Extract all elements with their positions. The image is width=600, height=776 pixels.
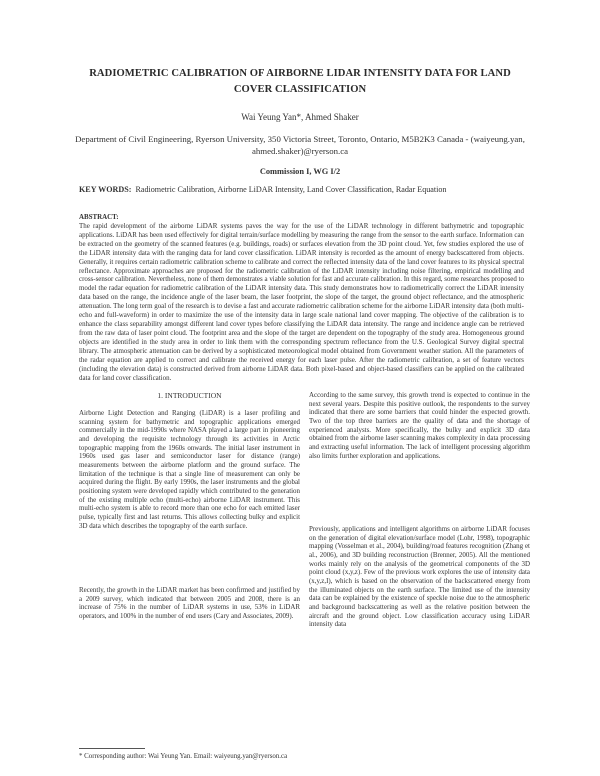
abstract-text: The rapid development of the airborne LiDAR systems paves the way for the use of the LiDAR technology in different bathymetric and topographic applications. LiDAR has been used effectively for digital terrain/surface modelling by measuring the range from the sensor to the earth surface. Information can be extracted on the geometry of the scanned features (e.g. buildings, roads) or surfaces elevation from the 3D point cloud. Yet, few studies explored the use of the LiDAR intensity data with the ranging data for land cover classification. LiDAR intensity is recorded as the amount of energy backscattered from objects. Generally, it requires certain radiometric calibration scheme to calibrate and correct the reflected intensity data of the land cover features to its physical spectral reflectance. Approximate approaches are proposed for the radiometric calibration of the LiDAR intensity including noise filtering, empirical modelling and cross-sensor calibration. Nevertheless, none of them demonstrates a viable solution for fast and accurate calibration. In this regard, some researches proposed to model the radar equation for radiometric calibration of the LiDAR intensity data. This study demonstrates how to radiometrically correct the LiDAR intensity data based on the range, the incidence angle of the laser beam, the laser footprint, the slope of the target, the ground object reflectance, and the atmospheric attenuation. The long term goal of the research is to devise a fast and accurate radiometric calibration scheme for the airborne LiDAR intensity data (both multi-echo and full-waveform) in order to maximize the use of the intensity data in large scale national land cover mapping. The objective of the calibration is to enhance the class separability amongst different land cover types before classifying the LiDAR data intensity. The range and incidence angle can be retrieved from the raw data of laser point cloud. The footprint area and the slope of the target are dependent on the topography of the study area. Homogeneous ground objects are identified in the study area in order to link them with the corresponding spectrum reflectance from the U.S. Geological Survey digital spectral library. The atmospheric attenuation can be derived by a sophisticated meteorological model obtained from Government weather station. All the parameters of the radar equation are applied to correct and calibrate the received energy for each laser pulse. After the radiometric calibration, a set of feature vectors (including the elevation data) is constructed derived from airborne LiDAR data. Both pixel-based and object-based classifiers can be applied on the calibrated data for land cover classification.: [79, 221, 524, 382]
left-paragraph-1: Airborne Light Detection and Ranging (LiDAR) is a laser profiling and scanning system for bathymetric and topographic applications emerged commercially in the mid-1990s where NASA played a large part in pioneering and developing the requisite technology through its activities in Arctic topographic mapping from the 1960s onwards. The initial laser instrument in 1960s used gas laser and semiconductor laser for distance (range) measurements between the airborne platform and the ground surface. The limitation of the technique is that a single line of measurement can only be acquired during the flight. By early 1990s, the laser instruments and the global positioning system were developed rapidly which contributed to the generation of the existing multiple echo (multi-echo) airborne LiDAR instrument. This multi-echo system is able to record more than one echo for each emitted laser pulse, typically first and last returns. This allows collecting bulky and explicit 3D data which describes the topography of the earth surface.: [79, 409, 300, 530]
keywords-line: [79, 185, 539, 194]
abstract-label: ABSTRACT:: [79, 213, 119, 221]
right-paragraph-1: According to the same survey, this growth trend is expected to continue in the next several years. Despite this positive outlook, the respondents to the survey indicated that there are some barriers that could hinder the expected growth. Two of the top three barriers are the quality of data and the shortage of experienced analysts. More specifically, the bulky and explicit 3D data obtained from the airborne laser scanning makes complexity in data processing and extracting useful information. The lack of intelligent processing algorithm also limits further exploration and applications.: [309, 391, 530, 460]
footnote-rule: [79, 748, 145, 749]
authors: Wai Yeung Yan*, Ahmed Shaker: [241, 112, 359, 122]
paper-title: RADIOMETRIC CALIBRATION OF AIRBORNE LIDAR INTENSITY DATA FOR LAND COVER CLASSIFICATION: [89, 68, 511, 95]
keywords-text: Radiometric Calibration, Airborne LiDAR Intensity, Land Cover Classification, Radar Equation: [135, 185, 447, 194]
section-heading-introduction: 1. INTRODUCTION: [157, 391, 222, 400]
affiliation: Department of Civil Engineering, Ryerson University, 350 Victoria Street, Toronto, Ontario, M5B2K3 Canada - (waiyeung.yan, ahmed.shaker)@ryerson.ca: [75, 134, 525, 156]
commission: Commission I, WG I/2: [259, 167, 341, 176]
left-paragraph-2: Recently, the growth in the LiDAR market has been confirmed and justified by a 2009 survey, which indicated that between 2005 and 2008, there is an increase of 75% in the number of LiDAR systems in use, 53% in LiDAR operators, and 100% in the number of end users (Cary and Associates, 2009).: [79, 586, 300, 620]
abstract: [79, 213, 524, 383]
keywords-label: KEY WORDS:: [79, 185, 132, 194]
right-paragraph-2: Previously, applications and intelligent algorithms on airborne LiDAR focuses on the generation of digital elevation/surface model (Lohr, 1998), topographic mapping (Vosselman et al., 2004), building/road features recognition (Zhang et al., 2006), and 3D building reconstruction (Brenner, 2005). All the mentioned works mainly rely on the analysis of the geometrical components of the 3D point cloud (x,y,z). Few of the previous work explores the use of intensity data (x,y,z,I), which is based on the observation of the backscattered energy from the illuminated objects on the earth surface. The limited use of the intensity data can be explained by the existence of speckle noise due to the atmospheric and background backscattering as well as the relative position between the aircraft and the ground object. Low classification accuracy using LiDAR intensity data: [309, 525, 530, 629]
footnote: * Corresponding author: Wai Yeung Yan. Email: waiyeung.yan@ryerson.ca: [79, 753, 288, 760]
